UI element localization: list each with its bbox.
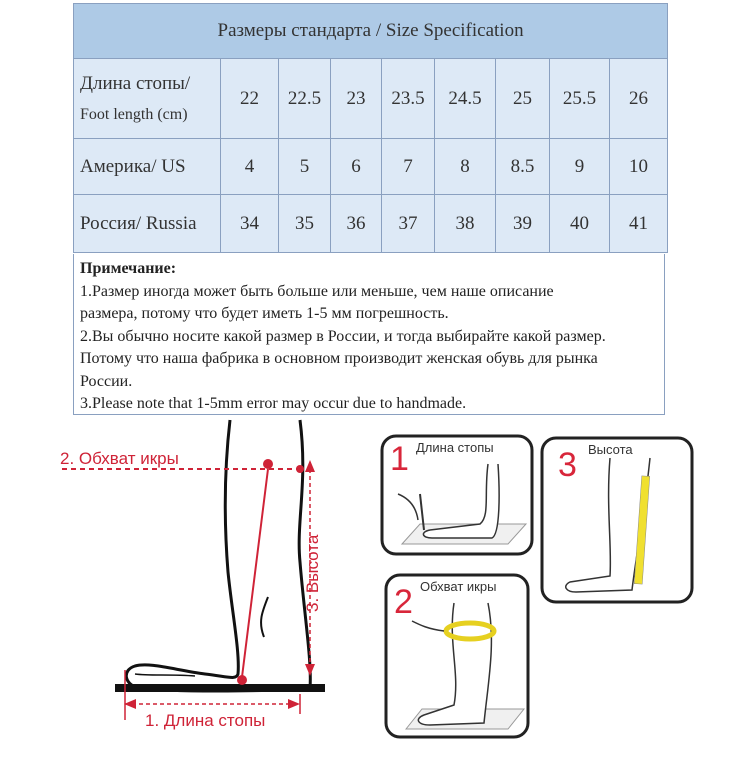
panel-label: Обхват икры — [420, 579, 497, 594]
size-table — [73, 3, 668, 253]
height-label: 3. Высота — [303, 534, 322, 612]
panel-number: 3 — [558, 446, 577, 484]
row-label — [74, 59, 221, 139]
table-cell: 24.5 — [435, 59, 496, 139]
table-cell: 23 — [331, 59, 382, 139]
arrow-head — [305, 664, 315, 676]
table-row-russia — [74, 195, 668, 253]
panel-calf — [384, 573, 530, 739]
table-cell: 8.5 — [496, 139, 550, 195]
note-line: 3.Please note that 1-5mm error may occur due to handmade. — [80, 395, 467, 412]
table-cell: 34 — [221, 195, 279, 253]
row-label: Россия/ Russia — [74, 195, 221, 253]
table-cell: 5 — [279, 139, 331, 195]
table-cell: 23.5 — [382, 59, 435, 139]
ground-bar — [115, 684, 325, 692]
table-cell: 39 — [496, 195, 550, 253]
table-cell: 37 — [382, 195, 435, 253]
calf-dot — [263, 459, 273, 469]
table-cell: 10 — [610, 139, 668, 195]
panel-label: Высота — [588, 442, 633, 457]
heel-dot — [237, 675, 247, 685]
note-line: 2.Вы обычно носите какой размер в России, и тогда выбирайте какой размер. — [80, 327, 606, 345]
table-cell: 35 — [279, 195, 331, 253]
length-label: 1. Длина стопы — [145, 711, 266, 730]
row-label: Америка/ US — [74, 139, 221, 195]
table-cell: 22 — [221, 59, 279, 139]
leg-measure-diagram — [0, 412, 360, 758]
table-cell: 6 — [331, 139, 382, 195]
notes-box — [73, 254, 665, 415]
note-line: размера, потому что будет иметь 1-5 мм погрешность. — [80, 305, 449, 322]
table-cell: 40 — [550, 195, 610, 253]
toe-detail — [135, 674, 195, 676]
panel-number: 2 — [394, 583, 413, 621]
table-cell: 26 — [610, 59, 668, 139]
panel-label: Длина стопы — [416, 440, 494, 455]
table-title: Размеры стандарта / Size Specification — [74, 4, 668, 59]
table-cell: 8 — [435, 139, 496, 195]
note-line: 1.Размер иногда может быть больше или меньше, чем наше описание — [80, 282, 554, 300]
table-row-foot-length — [74, 59, 668, 139]
arrow-head — [288, 699, 300, 709]
notes-title: Примечание: — [80, 260, 177, 277]
table-cell: 22.5 — [279, 59, 331, 139]
table-cell: 25 — [496, 59, 550, 139]
ankle-detail — [261, 597, 268, 637]
calf-dot — [296, 465, 304, 473]
table-cell: 38 — [435, 195, 496, 253]
table-cell: 41 — [610, 195, 668, 253]
panel-height — [540, 436, 694, 604]
table-cell: 7 — [382, 139, 435, 195]
note-line: Потому что наша фабрика в основном производит женская обувь для рынка — [80, 350, 598, 367]
row-label-line2: Foot length (cm) — [80, 105, 188, 123]
row-label-line1: Длина стопы/ — [80, 72, 191, 94]
table-cell: 36 — [331, 195, 382, 253]
panel-number: 1 — [390, 440, 409, 478]
panel-foot-length — [380, 434, 534, 556]
note-line: России. — [80, 372, 133, 390]
arrow-head — [124, 699, 136, 709]
table-cell: 25.5 — [550, 59, 610, 139]
table-cell: 4 — [221, 139, 279, 195]
calf-heel-line — [242, 469, 268, 677]
calf-label: 2. Обхват икры — [60, 449, 179, 468]
table-row-us — [74, 139, 668, 195]
table-cell: 9 — [550, 139, 610, 195]
arrow-head — [305, 460, 315, 472]
